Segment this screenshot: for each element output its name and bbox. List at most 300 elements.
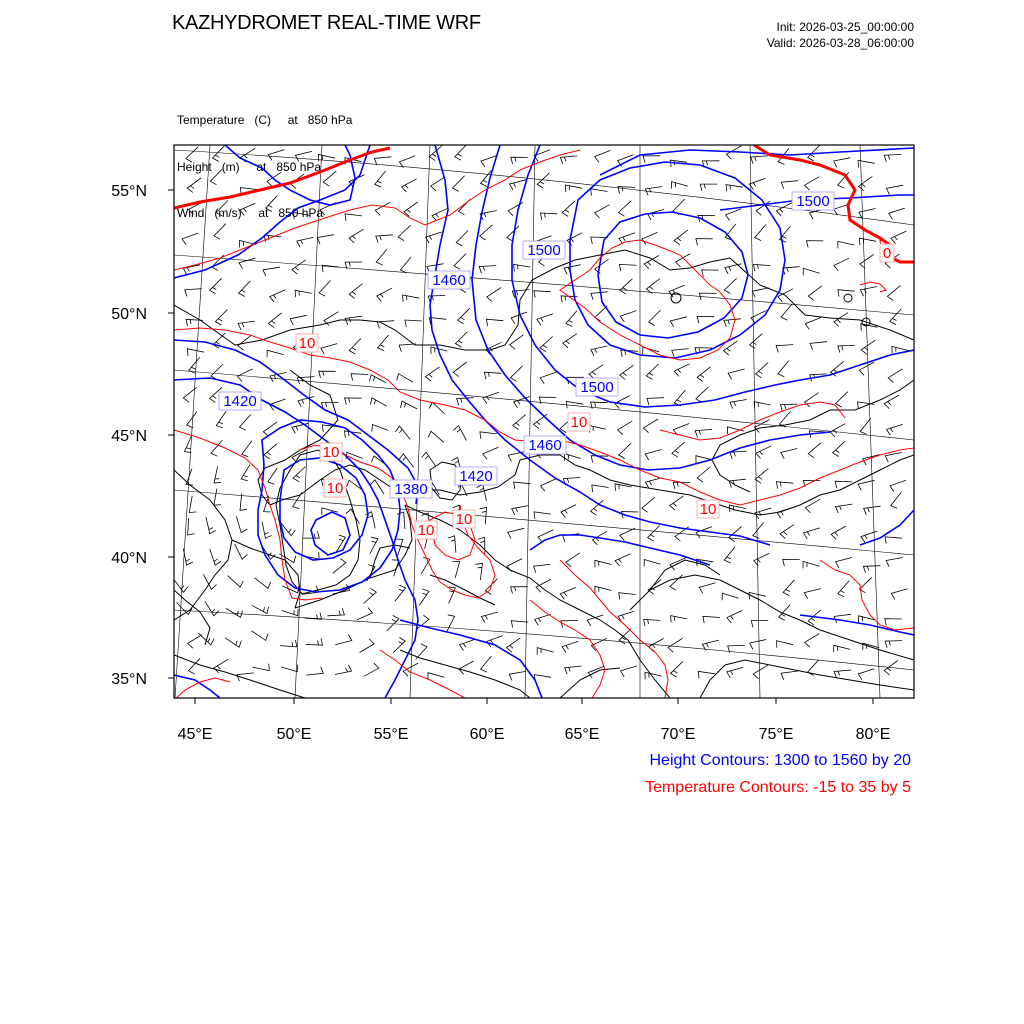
wind-barb bbox=[648, 579, 661, 594]
wind-barb bbox=[378, 335, 389, 351]
wind-barb bbox=[426, 367, 440, 381]
wind-barb bbox=[834, 258, 849, 271]
wind-barb bbox=[804, 528, 820, 539]
wind-barb bbox=[565, 666, 582, 674]
wind-barb bbox=[349, 229, 364, 243]
wind-barb bbox=[620, 311, 636, 322]
wind-barb bbox=[727, 667, 743, 678]
wind-barb bbox=[646, 279, 659, 294]
wind-barb bbox=[702, 640, 719, 650]
wind-barb bbox=[726, 185, 743, 192]
wind-barb bbox=[803, 561, 819, 568]
wind-barb bbox=[535, 614, 551, 625]
wind-barb bbox=[754, 402, 771, 409]
lat-label-35: 35°N bbox=[111, 671, 147, 688]
wind-barb bbox=[885, 641, 902, 648]
wind-barb bbox=[648, 526, 660, 542]
wind-barb bbox=[351, 374, 368, 381]
svg-text:10: 10 bbox=[326, 480, 344, 497]
wind-barb bbox=[560, 587, 576, 599]
wind-barb bbox=[783, 580, 794, 596]
svg-text:10: 10 bbox=[298, 335, 316, 352]
svg-text:1420: 1420 bbox=[223, 393, 257, 410]
lon-label-70: 70°E bbox=[660, 726, 696, 743]
wind-barb bbox=[671, 616, 688, 623]
wind-barb bbox=[562, 201, 575, 216]
wind-barb bbox=[188, 518, 195, 535]
wind-barb bbox=[724, 278, 736, 293]
wind-barb bbox=[676, 254, 691, 267]
wind-barb bbox=[887, 285, 900, 300]
wind-barb bbox=[393, 637, 405, 652]
wind-barb bbox=[835, 481, 852, 488]
wind-barb bbox=[476, 563, 483, 580]
wind-barb bbox=[252, 631, 268, 641]
wind-barb bbox=[674, 364, 689, 377]
wind-barb bbox=[620, 279, 633, 294]
wind-barb bbox=[860, 577, 872, 593]
valid-time: Valid: 2026-03-28_06:00:00 bbox=[766, 36, 914, 50]
lon-label-75: 75°E bbox=[758, 726, 794, 743]
wind-barb bbox=[241, 464, 250, 481]
wind-barb bbox=[860, 418, 871, 434]
wind-barb bbox=[481, 656, 492, 672]
wind-barb bbox=[293, 467, 305, 482]
wind-barb bbox=[240, 415, 251, 431]
wind-barb bbox=[483, 447, 499, 459]
wind-barb bbox=[859, 209, 876, 219]
wind-barb bbox=[619, 264, 636, 271]
wind-barb bbox=[776, 482, 793, 489]
field-temperature: Temperature (C) at 850 hPa bbox=[177, 113, 353, 127]
wind-barb bbox=[808, 286, 822, 301]
wind-barb bbox=[756, 363, 769, 378]
lon-label-80: 80°E bbox=[855, 726, 891, 743]
wind-barb bbox=[864, 506, 881, 515]
wind-barb bbox=[187, 349, 204, 356]
wind-barb bbox=[644, 560, 661, 567]
wind-barb bbox=[335, 665, 352, 675]
wind-barb bbox=[487, 288, 501, 302]
wind-barb bbox=[670, 575, 683, 590]
wind-barb bbox=[460, 639, 476, 650]
svg-text:1460: 1460 bbox=[432, 272, 466, 289]
svg-text:1420: 1420 bbox=[459, 468, 493, 485]
wind-barb bbox=[537, 314, 553, 325]
wind-barb bbox=[480, 225, 493, 240]
wind-barb bbox=[697, 367, 710, 382]
wind-barb bbox=[404, 202, 418, 216]
height-label-1500-ne bbox=[792, 192, 834, 210]
wind-barb bbox=[643, 156, 660, 163]
wind-barb bbox=[455, 145, 467, 161]
wind-barb bbox=[333, 559, 346, 574]
wind-barb bbox=[510, 335, 524, 349]
wind-barb bbox=[804, 589, 821, 599]
wind-barb bbox=[242, 441, 252, 457]
height-label-1460-c bbox=[524, 436, 566, 454]
wind-barb bbox=[534, 291, 551, 298]
wind-barb bbox=[668, 638, 682, 652]
wind-barb bbox=[228, 576, 244, 588]
wind-barb bbox=[565, 185, 582, 192]
wind-barb bbox=[566, 311, 577, 327]
wind-barb bbox=[595, 150, 611, 162]
wind-barb bbox=[751, 621, 768, 628]
wind-barb bbox=[777, 507, 793, 518]
wind-barb bbox=[781, 449, 798, 459]
wind-barb bbox=[511, 366, 523, 382]
wind-barb bbox=[781, 181, 798, 189]
wind-barb bbox=[397, 374, 414, 383]
wind-barb bbox=[805, 393, 819, 407]
wind-barb bbox=[620, 528, 635, 541]
wind-barb bbox=[508, 528, 525, 538]
wind-barb bbox=[754, 264, 771, 271]
wind-barb bbox=[838, 290, 855, 297]
wind-barb bbox=[238, 321, 255, 330]
svg-text:1500: 1500 bbox=[796, 193, 830, 210]
wind-barb bbox=[369, 375, 386, 383]
wind-barb bbox=[753, 523, 764, 539]
wind-barb bbox=[357, 608, 373, 620]
wind-barb bbox=[454, 254, 466, 270]
wind-barb bbox=[458, 308, 470, 324]
wind-barb bbox=[695, 429, 712, 437]
wind-barb bbox=[805, 177, 820, 191]
wind-barb bbox=[861, 340, 875, 354]
wind-barb bbox=[210, 169, 222, 185]
wind-barb bbox=[240, 203, 256, 215]
wind-barb bbox=[859, 238, 876, 245]
wind-barb bbox=[428, 673, 445, 680]
wind-barb bbox=[225, 638, 241, 647]
wind-barb bbox=[534, 564, 551, 572]
wind-barb bbox=[211, 364, 223, 380]
wind-barb bbox=[514, 397, 530, 408]
wind-barb bbox=[540, 213, 557, 220]
height-label-1420-c bbox=[455, 467, 497, 485]
wind-barb bbox=[270, 372, 287, 382]
wind-barb bbox=[886, 558, 903, 567]
wind-barb bbox=[364, 663, 379, 676]
lon-label-50: 50°E bbox=[276, 726, 312, 743]
wind-barb bbox=[399, 156, 415, 168]
wind-barb bbox=[836, 392, 848, 407]
wind-barb bbox=[781, 671, 798, 680]
wind-barb bbox=[185, 436, 192, 453]
wind-barb bbox=[292, 260, 306, 274]
wind-barb bbox=[803, 480, 820, 487]
wind-barb bbox=[560, 156, 577, 164]
wind-barb bbox=[419, 589, 429, 605]
wind-barb bbox=[836, 558, 852, 568]
wind-barb bbox=[595, 586, 612, 593]
wind-barb bbox=[306, 638, 323, 645]
wind-barb bbox=[511, 587, 528, 594]
wind-barb bbox=[189, 357, 200, 373]
wind-barb bbox=[262, 522, 272, 539]
wind-barb bbox=[806, 241, 823, 248]
wind-barb bbox=[730, 451, 747, 459]
longitude-labels bbox=[178, 726, 891, 743]
wind-barb bbox=[507, 638, 521, 652]
wind-barb bbox=[696, 387, 708, 402]
wind-barb bbox=[206, 517, 216, 534]
wind-barb bbox=[592, 485, 609, 492]
wind-barb bbox=[421, 557, 430, 574]
wind-barb bbox=[805, 318, 821, 330]
wind-barb bbox=[642, 497, 655, 512]
wind-barb bbox=[702, 270, 719, 277]
wind-barb bbox=[566, 553, 580, 567]
wind-barb bbox=[360, 639, 375, 653]
wind-barb bbox=[863, 566, 880, 573]
wind-barb bbox=[620, 365, 634, 379]
wind-barb bbox=[387, 615, 399, 631]
wind-barb bbox=[298, 397, 314, 407]
wind-barb bbox=[541, 479, 557, 491]
wind-barb bbox=[534, 512, 551, 519]
temp-label-5 bbox=[697, 500, 719, 518]
wind-barb bbox=[648, 210, 664, 221]
wind-barb bbox=[370, 537, 378, 554]
wind-barb bbox=[776, 345, 793, 353]
wind-barb bbox=[755, 225, 766, 241]
wind-barb bbox=[395, 426, 410, 439]
wind-barb bbox=[615, 554, 631, 566]
wind-barb bbox=[294, 212, 311, 219]
wind-barb bbox=[210, 278, 222, 294]
wind-barb bbox=[889, 208, 905, 219]
wind-barb bbox=[833, 441, 846, 456]
wind-barb bbox=[264, 235, 281, 242]
wind-barb bbox=[270, 290, 286, 302]
wind-barb bbox=[615, 396, 630, 409]
wind-barb bbox=[536, 579, 551, 592]
wind-barb bbox=[370, 398, 387, 406]
wind-barb bbox=[776, 203, 791, 216]
wind-barb bbox=[891, 492, 902, 508]
height-label-1500-n bbox=[523, 241, 565, 259]
wind-barb bbox=[514, 482, 531, 489]
wind-barb bbox=[618, 187, 635, 194]
wind-barb bbox=[563, 334, 577, 348]
wind-barb bbox=[374, 157, 391, 165]
svg-text:0: 0 bbox=[882, 245, 892, 262]
wind-barb bbox=[647, 398, 664, 405]
wind-barb bbox=[375, 171, 386, 187]
wind-barb bbox=[453, 362, 467, 377]
lat-label-40: 40°N bbox=[111, 550, 147, 567]
wind-barb bbox=[210, 549, 221, 565]
wind-barb bbox=[295, 290, 312, 297]
wind-barb bbox=[831, 526, 846, 539]
lon-label-60: 60°E bbox=[469, 726, 505, 743]
svg-text:1380: 1380 bbox=[394, 481, 428, 498]
wind-barb bbox=[239, 281, 251, 297]
wind-barb bbox=[778, 361, 789, 377]
wind-barb bbox=[370, 480, 384, 494]
wind-barb bbox=[754, 553, 769, 566]
height-label-1420-w bbox=[219, 392, 261, 410]
svg-text:1500: 1500 bbox=[580, 379, 614, 396]
wind-barb bbox=[810, 342, 827, 350]
wind-barb bbox=[236, 516, 247, 532]
wind-barb bbox=[645, 450, 661, 461]
wind-barb bbox=[268, 468, 278, 484]
wind-barb bbox=[697, 467, 710, 482]
wind-barb bbox=[589, 365, 603, 379]
wind-barb bbox=[323, 171, 336, 186]
wind-barb bbox=[750, 334, 763, 349]
wind-barb bbox=[399, 344, 416, 352]
wind-barb bbox=[646, 364, 658, 379]
wind-barb bbox=[836, 504, 853, 513]
wind-barb bbox=[486, 319, 503, 326]
init-time: Init: 2026-03-25_00:00:00 bbox=[776, 20, 914, 34]
wind-barb bbox=[290, 315, 307, 325]
wind-barb bbox=[214, 224, 226, 240]
wind-barb bbox=[376, 235, 393, 243]
temp-label-3 bbox=[320, 443, 342, 461]
wind-barb bbox=[540, 337, 553, 352]
wind-barb bbox=[403, 295, 420, 302]
wind-barb bbox=[400, 257, 411, 273]
wind-barb bbox=[321, 344, 337, 355]
wind-barb bbox=[749, 178, 765, 189]
wind-barb bbox=[887, 424, 903, 435]
wind-barb bbox=[756, 446, 771, 459]
wind-barb bbox=[750, 640, 767, 650]
map-title: KAZHYDROMET REAL-TIME WRF bbox=[172, 12, 481, 34]
temp-label-7 bbox=[415, 521, 437, 539]
wind-barb bbox=[188, 635, 203, 649]
wind-barb bbox=[860, 287, 877, 297]
wind-barb bbox=[402, 179, 417, 192]
wind-barb bbox=[724, 319, 741, 327]
wind-barb bbox=[696, 239, 713, 246]
wind-barb bbox=[512, 506, 529, 515]
wind-barb bbox=[619, 201, 631, 216]
height-label-1500-c bbox=[576, 378, 618, 396]
wind-barb bbox=[319, 371, 336, 378]
wind-barb bbox=[860, 254, 874, 268]
temp-label-2 bbox=[568, 413, 590, 431]
temp-label-1 bbox=[296, 334, 318, 352]
wind-barb bbox=[890, 480, 906, 491]
wind-barb bbox=[186, 147, 198, 162]
wind-barb bbox=[727, 610, 742, 623]
wind-barb bbox=[781, 304, 792, 320]
wind-barb bbox=[252, 606, 269, 614]
wind-barb bbox=[595, 560, 611, 567]
wind-barb bbox=[405, 320, 422, 327]
wind-barb bbox=[777, 641, 794, 648]
wind-barb bbox=[426, 232, 442, 243]
wind-barb bbox=[751, 156, 768, 164]
wind-barb bbox=[431, 177, 445, 191]
wind-barb bbox=[216, 412, 226, 428]
wind-barb bbox=[649, 310, 661, 326]
wind-barb bbox=[885, 537, 902, 544]
lat-label-50: 50°N bbox=[111, 306, 147, 323]
wind-barb bbox=[619, 233, 635, 245]
wind-barb bbox=[306, 667, 323, 675]
wind-barb bbox=[297, 237, 314, 247]
wind-barb bbox=[513, 415, 526, 430]
wind-barb bbox=[780, 524, 794, 538]
wind-barb bbox=[349, 338, 361, 354]
wind-barb bbox=[187, 178, 201, 192]
wind-barb bbox=[830, 424, 845, 437]
wind-barb bbox=[890, 309, 902, 325]
wind-barb bbox=[729, 526, 742, 541]
wind-barb bbox=[834, 645, 851, 652]
wind-barb bbox=[884, 154, 901, 162]
wind-barb bbox=[838, 241, 855, 248]
wind-barb bbox=[364, 588, 377, 603]
wind-barb bbox=[372, 425, 389, 432]
wind-barb bbox=[345, 214, 362, 221]
wind-barb bbox=[589, 426, 606, 433]
wind-barb bbox=[783, 267, 800, 275]
field-height: Height (m) at 850 hPa bbox=[177, 159, 322, 174]
wind-barb bbox=[509, 671, 526, 680]
height-label-1460-n bbox=[428, 271, 470, 289]
wind-barb bbox=[456, 230, 468, 246]
temperature-contour-legend: Temperature Contours: -15 to 35 by 5 bbox=[645, 779, 911, 796]
wind-barb bbox=[349, 175, 365, 187]
wind-barb bbox=[189, 496, 196, 513]
wind-barb bbox=[674, 230, 688, 245]
wind-barb bbox=[253, 664, 270, 671]
wind-barb bbox=[428, 431, 444, 442]
wind-barb bbox=[562, 641, 578, 652]
wind-barb bbox=[670, 317, 687, 327]
wind-barb bbox=[700, 184, 717, 191]
lat-label-55: 55°N bbox=[111, 183, 147, 200]
svg-text:1460: 1460 bbox=[528, 437, 562, 454]
wind-barb bbox=[619, 443, 631, 458]
wind-barb bbox=[838, 345, 855, 352]
wind-barb bbox=[295, 151, 312, 161]
wind-barb bbox=[173, 579, 188, 593]
wind-barb bbox=[349, 284, 362, 299]
wind-barb bbox=[591, 346, 608, 356]
lat-label-45: 45°N bbox=[111, 428, 147, 445]
wind-barb bbox=[447, 615, 455, 632]
wind-barb bbox=[398, 225, 410, 240]
wind-barb bbox=[183, 549, 193, 566]
wind-barb bbox=[885, 619, 902, 626]
wind-barb bbox=[455, 332, 467, 348]
wind-barb bbox=[643, 419, 658, 433]
wind-barb bbox=[859, 176, 873, 190]
wind-barb bbox=[213, 146, 225, 162]
wind-barb bbox=[281, 665, 297, 672]
wind-barb bbox=[216, 200, 228, 216]
latitude-labels bbox=[111, 183, 147, 688]
wind-barb bbox=[448, 536, 456, 553]
wind-barb bbox=[268, 313, 281, 328]
wind-barb bbox=[453, 562, 460, 578]
wind-barb bbox=[697, 316, 714, 323]
wind-barb bbox=[805, 634, 820, 648]
wind-barb bbox=[703, 616, 720, 623]
axis-ticks bbox=[168, 190, 873, 704]
wind-barb bbox=[255, 578, 271, 589]
